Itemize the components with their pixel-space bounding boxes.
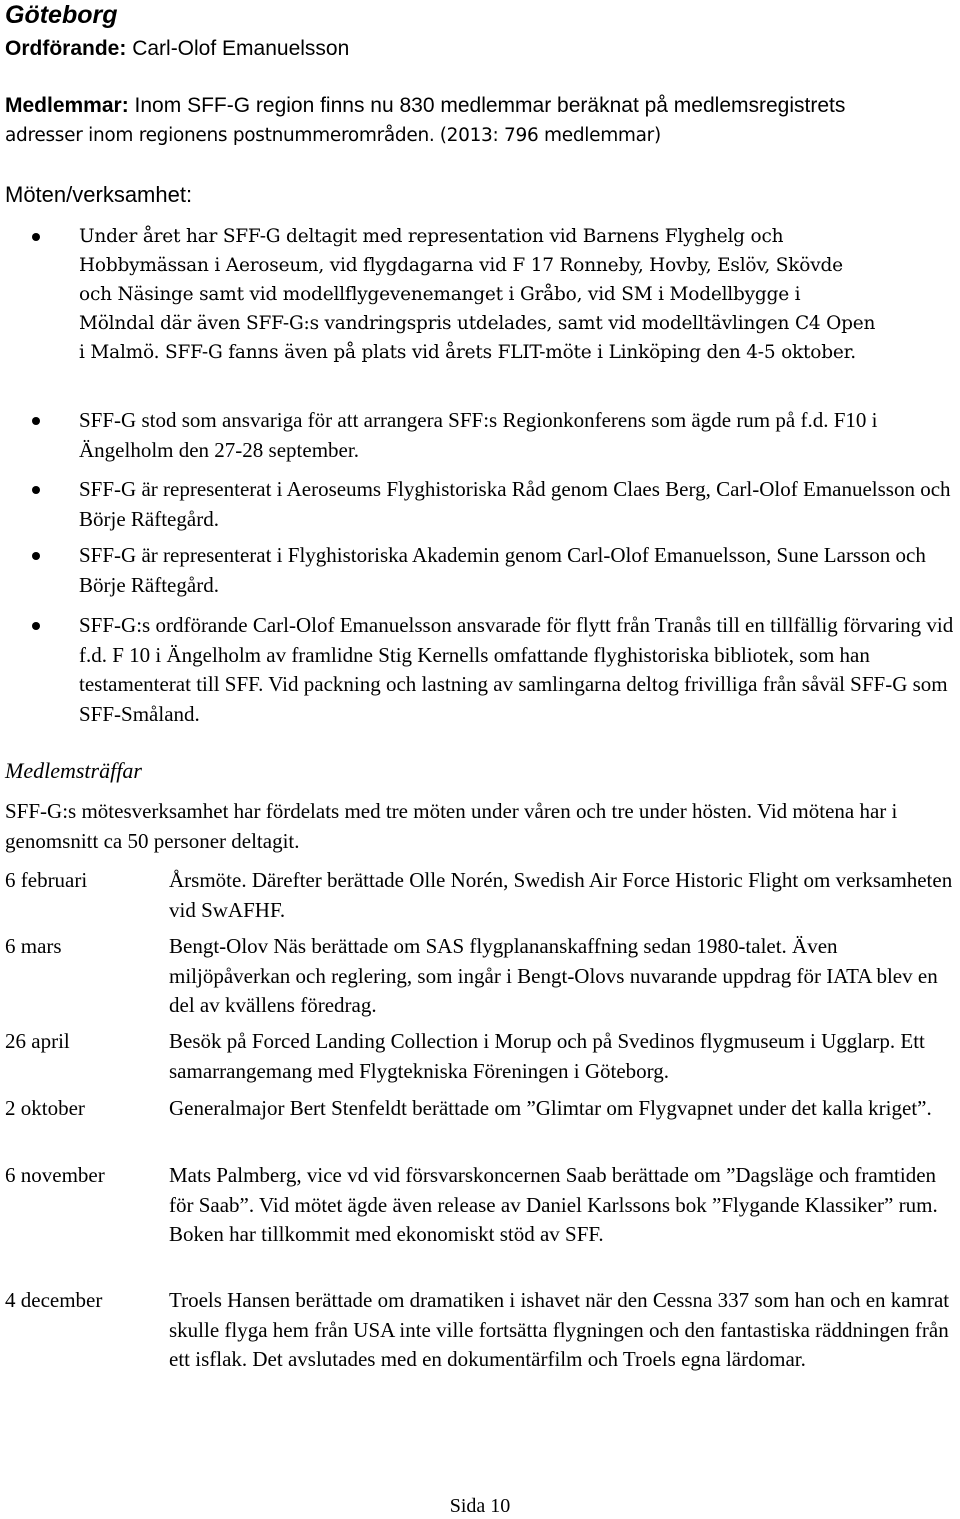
meetup-date: 2 oktober [5,1096,85,1120]
meetup-text: Troels Hansen berättade om dramatiken i ishavet när den Cessna 337 som han och en kamrat skulle flyga hem från USA inte ville fortsätta flygningen och den fantastiska räddningen från ett isflak. Det avslutades med en dokumentärfilm och Troels egna lärdomar. [169,1288,950,1371]
members-text-1: Inom SFF-G region finns nu 830 medlemmar beräknat på medlemsregistrets [134,94,846,117]
meetup-date: 6 november [5,1163,105,1187]
activities-heading: Möten/verksamhet: [5,182,193,207]
activity-item [79,611,959,729]
region-title: Göteborg [5,1,118,29]
activity-item-text: SFF-G är representerat i Aeroseums Flyghistoriska Råd genom Claes Berg, Carl-Olof Emanuelsson och Börje Räftegård. [79,477,951,531]
meetup-text: Årsmöte. Därefter berättade Olle Norén, Swedish Air Force Historic Flight om verksamheten vid SwAFHF. [169,868,953,922]
activity-item [79,475,959,534]
meetup-date: 4 december [5,1288,103,1312]
meetups-heading: Medlemsträffar [5,758,142,783]
meetup-date: 6 mars [5,934,62,958]
bullet-icon [32,233,40,241]
activity-item-text: SFF-G:s ordförande Carl-Olof Emanuelsson ansvarade för flytt från Tranås till en tillfällig förvaring vid f.d. F 10 i Ängelholm av framlidne Stig Kernells omfattande flyghistoriska bibliotek, som han testamenterat till SFF. Vid packning och lastning av samlingarna deltog frivilliga från såväl SFF-G som SFF-Småland. [79,613,954,726]
meetup-date: 26 april [5,1029,70,1053]
chair-name: Carl-Olof Emanuelsson [132,37,350,60]
members-text-2a: adresser inom regionens postnummerområden. [5,125,435,146]
chair-label: Ordförande: [5,37,127,60]
meetup-text: Besök på Forced Landing Collection i Morup och på Svedinos flygmuseum i Ugglarp. Ett samarrangemang med Flygtekniska Föreningen i Göteborg. [169,1029,925,1083]
activity-item [79,406,959,465]
activity-item-text: Under året har SFF-G deltagit med representation vid Barnens Flyghelg och Hobbymässan i Aeroseum, vid flygdagarna vid F 17 Ronneby, Hovby, Eslöv, Skövde och Näsinge samt vid modellflygevenemanget i Gråbo, vid SM i Modellbygge i Mölndal där även SFF-G:s vandringspris utdelades, samt vid modelltävlingen C4 Open i Malmö. SFF-G fanns även på plats vid årets FLIT-möte i Linköping den 4-5 oktober. [79,226,876,363]
members-line-2 [5,120,661,150]
activity-item-text: SFF-G är representerat i Flyghistoriska Akademin genom Carl-Olof Emanuelsson, Sune Larsson och Börje Räftegård. [79,543,926,597]
activity-item-text: SFF-G stod som ansvariga för att arrangera SFF:s Regionkonferens som ägde rum på f.d. F10 i Ängelholm den 27-28 september. [79,408,878,462]
meetup-date: 6 februari [5,868,88,892]
bullet-icon [32,486,40,494]
meetups-intro: SFF-G:s mötesverksamhet har fördelats med tre möten under våren och tre under hösten. Vid mötena har i genomsnitt ca 50 personer deltagit. [5,799,898,853]
activity-item [79,222,879,367]
page-number: Sida 10 [449,1495,511,1517]
meetup-text: Mats Palmberg, vice vd vid försvarskoncernen Saab berättade om ”Dagsläge och framtiden för Saab”. Vid mötet ägde även release av Daniel Karlssons bok ”Flygande Klassiker” rum. Boken har tillkommit med ekonomiskt stöd av SFF. [169,1163,938,1246]
meetup-text: Generalmajor Bert Stenfeldt berättade om ”Glimtar om Flygvapnet under det kalla kriget”. [169,1096,932,1120]
bullet-icon [32,552,40,560]
members-text-2b: (2013: 796 medlemmar) [439,125,661,146]
members-label: Medlemmar: [5,94,129,117]
chair-line [5,34,349,63]
bullet-icon [32,622,40,630]
activity-item [79,541,959,600]
bullet-icon [32,417,40,425]
meetup-text: Bengt-Olov Näs berättade om SAS flygplananskaffning sedan 1980-talet. Även miljöpåverkan och reglering, som ingår i Bengt-Olovs nuvarande uppdrag för IATA blev en del av kvällens föredrag. [169,934,938,1017]
members-line-1 [5,91,845,120]
